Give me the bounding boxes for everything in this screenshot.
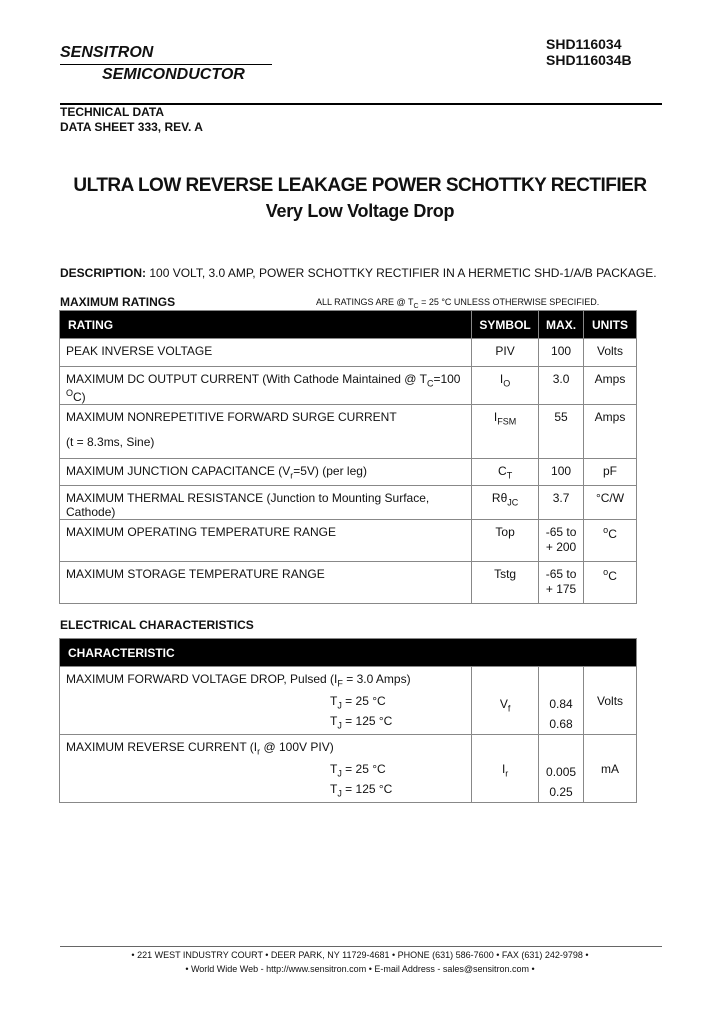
symbol-cell	[472, 367, 539, 405]
value-1: 0.84	[549, 697, 573, 711]
units-cell: °C/W	[584, 486, 637, 520]
rating-cell	[60, 459, 472, 486]
condition-2	[330, 714, 392, 730]
max-cell: 100	[539, 339, 584, 367]
electrical-table	[59, 638, 637, 803]
rating-sub: r	[290, 470, 294, 481]
rating-cell: MAXIMUM THERMAL RESISTANCE (Junction to Mounting Surface, Cathode)	[60, 486, 472, 520]
cond-sub: J	[337, 788, 342, 799]
cond-sub: J	[337, 768, 342, 779]
units-text: C	[608, 527, 617, 542]
symbol-cell	[472, 735, 539, 803]
rating-text: C)	[73, 390, 86, 405]
col-rating: RATING	[60, 311, 472, 339]
footer-rule	[60, 946, 662, 947]
cond-sub: J	[337, 700, 342, 711]
col-units: UNITS	[584, 311, 637, 339]
rating-cell: MAXIMUM STORAGE TEMPERATURE RANGE	[60, 562, 472, 604]
symbol-text: I	[493, 410, 498, 425]
cond-text: T	[330, 782, 338, 796]
cond-text: T	[330, 694, 338, 708]
value-1: 0.005	[546, 765, 577, 779]
symbol-sub: FSM	[497, 416, 517, 427]
symbol-sub: r	[505, 768, 509, 779]
rating-text: =100	[433, 372, 461, 386]
rating-cell: PEAK INVERSE VOLTAGE	[60, 339, 472, 367]
cond-text: = 25 °C	[341, 762, 386, 776]
logo-divider	[60, 64, 272, 65]
rating-text: MAXIMUM JUNCTION CAPACITANCE (V	[66, 464, 291, 479]
max-ratings-table	[59, 310, 637, 604]
condition-1	[330, 762, 386, 778]
footer-contact: • World Wide Web - http://www.sensitron.com • E-mail Address - sales@sensitron.com •	[185, 964, 535, 974]
rating-cell	[60, 367, 472, 405]
symbol-cell: PIV	[472, 339, 539, 367]
rating-cell	[60, 405, 472, 459]
units-cell	[584, 520, 637, 562]
symbol-cell	[472, 459, 539, 486]
table-row	[60, 667, 637, 735]
table-row	[60, 459, 637, 486]
units-sup: o	[603, 567, 609, 578]
max-cell: 3.0	[539, 367, 584, 405]
symbol-sub: f	[507, 703, 511, 714]
ratings-note	[316, 297, 599, 310]
symbol-cell	[472, 667, 539, 735]
cond-text: = 25 °C	[341, 694, 386, 708]
characteristic-cell	[60, 667, 472, 735]
max-text: -65 to	[545, 567, 577, 582]
symbol-sub: O	[503, 378, 511, 389]
units-sup: o	[603, 525, 609, 536]
table-row	[60, 520, 637, 562]
rating-sub: C	[426, 378, 434, 389]
table-row	[60, 339, 637, 367]
label-text: MAXIMUM FORWARD VOLTAGE DROP, Pulsed (I	[66, 672, 338, 686]
part-number-2: SHD116034B	[546, 52, 632, 68]
company-name-line1: SENSITRON	[60, 44, 154, 61]
description	[60, 266, 657, 280]
symbol-cell: Tstg	[472, 562, 539, 604]
rating-text: MAXIMUM DC OUTPUT CURRENT (With Cathode Maintained @ T	[66, 372, 427, 386]
units-cell: Amps	[584, 405, 637, 459]
ratings-note-sub: C	[413, 302, 419, 310]
max-text-2: + 200	[545, 540, 577, 555]
col-characteristic: CHARACTERISTIC	[60, 639, 637, 667]
electrical-heading: ELECTRICAL CHARACTERISTICS	[60, 618, 254, 632]
value-cell	[539, 667, 584, 735]
cond-sub: J	[337, 720, 342, 731]
characteristic-label	[66, 672, 411, 688]
symbol-cell	[472, 405, 539, 459]
page-subtitle: Very Low Voltage Drop	[265, 201, 455, 221]
col-max: MAX.	[539, 311, 584, 339]
company-name-line2: SEMICONDUCTOR	[102, 66, 245, 83]
table-header-row	[60, 311, 637, 339]
part-number-1: SHD116034	[546, 36, 622, 52]
data-sheet-label: DATA SHEET 333, REV. A	[60, 120, 203, 134]
cond-text: T	[330, 762, 338, 776]
value-2: 0.25	[549, 785, 573, 799]
table-header-row	[60, 639, 637, 667]
max-cell: 55	[539, 405, 584, 459]
rating-text: =5V) (per leg)	[293, 464, 367, 479]
page-title: ULTRA LOW REVERSE LEAKAGE POWER SCHOTTKY RECTIFIER	[73, 175, 647, 196]
table-row	[60, 486, 637, 520]
max-ratings-heading: MAXIMUM RATINGS	[60, 295, 176, 309]
condition-1	[330, 694, 386, 710]
condition-2	[330, 782, 392, 798]
max-text-2: + 175	[545, 582, 577, 597]
cond-text: T	[330, 714, 338, 728]
characteristic-label	[66, 740, 334, 756]
rating-cell: MAXIMUM OPERATING TEMPERATURE RANGE	[60, 520, 472, 562]
technical-data-label: TECHNICAL DATA	[60, 105, 164, 119]
ratings-note-pre: ALL RATINGS ARE @ T	[316, 297, 414, 307]
rating-text: MAXIMUM NONREPETITIVE FORWARD SURGE CURRENT	[66, 410, 397, 425]
label-text: MAXIMUM REVERSE CURRENT (I	[66, 740, 258, 754]
units-cell: pF	[584, 459, 637, 486]
units-cell: Volts	[584, 667, 637, 735]
description-text: 100 VOLT, 3.0 AMP, POWER SCHOTTKY RECTIFIER IN A HERMETIC SHD-1/A/B PACKAGE.	[146, 266, 657, 280]
label-sub: F	[337, 678, 343, 689]
description-label: DESCRIPTION:	[60, 266, 147, 280]
symbol-text: I	[499, 372, 504, 386]
symbol-text: V	[499, 697, 508, 712]
symbol-text: I	[501, 762, 506, 776]
units-cell: Amps	[584, 367, 637, 405]
label-text: @ 100V PIV)	[260, 740, 334, 754]
symbol-cell	[472, 486, 539, 520]
symbol-text: C	[498, 464, 507, 479]
cond-text: = 125 °C	[341, 714, 393, 728]
characteristic-cell	[60, 735, 472, 803]
max-cell	[539, 562, 584, 604]
symbol-sub: JC	[507, 497, 519, 508]
table-row	[60, 735, 637, 803]
value-2: 0.68	[549, 717, 573, 731]
units-cell: Volts	[584, 339, 637, 367]
cond-text: = 125 °C	[341, 782, 393, 796]
symbol-cell: Top	[472, 520, 539, 562]
footer-address: • 221 WEST INDUSTRY COURT • DEER PARK, NY 11729-4681 • PHONE (631) 586-7600 • FAX (631) 242-9798 •	[131, 950, 589, 960]
col-symbol: SYMBOL	[472, 311, 539, 339]
max-cell: 100	[539, 459, 584, 486]
symbol-text: Rθ	[491, 491, 508, 506]
ratings-note-post: = 25 °C UNLESS OTHERWISE SPECIFIED.	[418, 297, 600, 307]
table-row	[60, 562, 637, 604]
rating-sup: O	[66, 388, 74, 399]
label-text: = 3.0 Amps)	[342, 672, 411, 686]
units-cell: mA	[584, 735, 637, 803]
max-text: -65 to	[545, 525, 577, 540]
max-cell: 3.7	[539, 486, 584, 520]
table-row	[60, 367, 637, 405]
units-text: C	[608, 569, 617, 584]
max-cell	[539, 520, 584, 562]
rating-text-2: (t = 8.3ms, Sine)	[66, 435, 155, 450]
label-sub: r	[257, 746, 261, 757]
units-cell	[584, 562, 637, 604]
value-cell	[539, 735, 584, 803]
table-row	[60, 405, 637, 459]
symbol-sub: T	[506, 470, 513, 481]
